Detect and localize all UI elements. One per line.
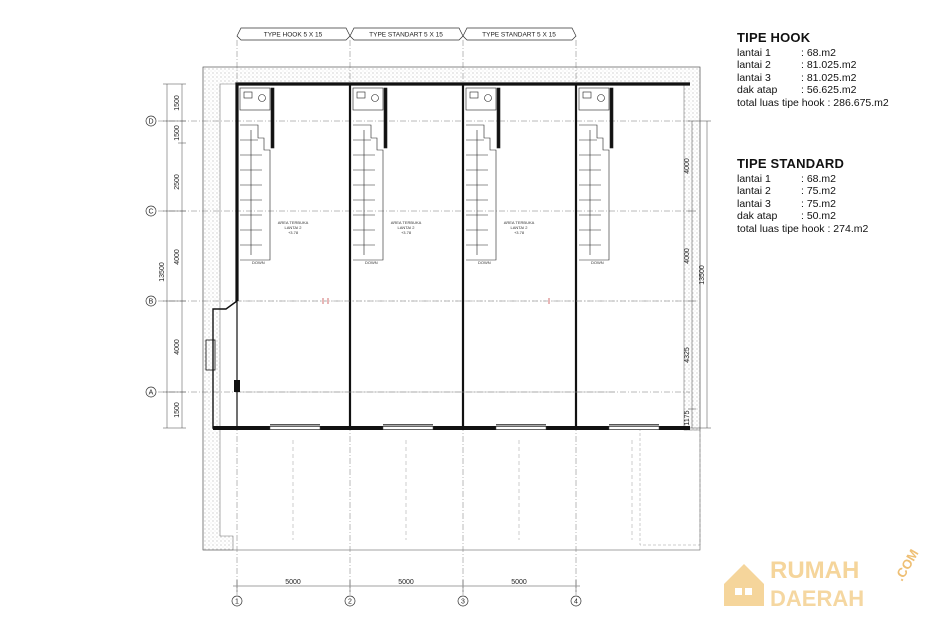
site-boundary-hatch <box>203 67 700 550</box>
room-label-1-name: AREA TERBUKA <box>277 220 309 225</box>
room-label-3-level: +3.78 <box>513 230 525 235</box>
room-label-1-level: +3.78 <box>287 230 299 235</box>
tipe-hook-row: lantai 3 : 81.025.m2 <box>737 71 857 84</box>
tipe-hook-title: TIPE HOOK <box>737 30 811 45</box>
grid-column-markers <box>232 596 581 606</box>
left-dim-2: 1500 <box>174 125 181 141</box>
header-type-standart-1: TYPE STANDART 5 X 15 <box>369 31 443 39</box>
grid-row-d: D <box>148 118 154 126</box>
left-dim-1: 1500 <box>174 95 181 111</box>
tipe-standard-row: dak atap : 50.m2 <box>737 210 837 223</box>
left-dim-6: 1500 <box>174 402 181 418</box>
header-type-standart-2: TYPE STANDART 5 X 15 <box>482 31 556 39</box>
grid-row-a: A <box>148 389 154 397</box>
tipe-standard-total: total luas tipe hook : 274.m2 <box>737 222 869 235</box>
bottom-dim-3: 5000 <box>511 579 527 586</box>
grid-col-3: 3 <box>461 598 465 606</box>
unit-2-core <box>353 88 387 260</box>
grid-col-4: 4 <box>574 598 578 606</box>
watermark-com: .COM <box>891 546 922 584</box>
tipe-hook-summary <box>737 30 889 109</box>
rumah-daerah-watermark <box>718 546 922 611</box>
grid-row-markers <box>146 116 156 397</box>
unit-1-core <box>240 88 274 260</box>
tipe-hook-total: total luas tipe hook : 286.675.m2 <box>737 96 889 109</box>
bottom-dim-2: 5000 <box>398 579 414 586</box>
tipe-hook-row: dak atap : 56.625.m2 <box>737 84 857 97</box>
parking-lines <box>293 440 632 540</box>
left-dim-3: 2500 <box>174 174 181 190</box>
tipe-hook-row: lantai 2 : 81.025.m2 <box>737 59 857 72</box>
room-label-3-floor: LANTAI 2 <box>510 225 528 230</box>
tipe-standard-title: TIPE STANDARD <box>737 156 845 171</box>
down-label-3: DOWN <box>478 260 491 265</box>
left-dimension-values <box>159 95 181 418</box>
column-grid-lines <box>237 40 576 595</box>
grid-row-c: C <box>148 208 154 216</box>
down-label-1: DOWN <box>252 260 265 265</box>
right-dim-total: 13500 <box>699 265 706 285</box>
watermark-daerah: DAERAH <box>770 586 865 611</box>
grid-col-2: 2 <box>348 598 352 606</box>
room-label-3-name: AREA TERBUKA <box>503 220 535 225</box>
room-label-2-floor: LANTAI 2 <box>397 225 415 230</box>
floor-edge-lines <box>240 301 690 392</box>
tipe-standard-row: lantai 1 : 68.m2 <box>737 173 837 185</box>
bottom-dimension-values <box>285 579 527 586</box>
room-label-2-name: AREA TERBUKA <box>390 220 422 225</box>
right-dim-1: 4000 <box>684 158 691 174</box>
grid-col-1: 1 <box>235 598 239 606</box>
tipe-standard-summary <box>737 156 868 235</box>
tipe-hook-row: lantai 1 : 68.m2 <box>737 47 837 59</box>
unit-4-core <box>579 88 613 260</box>
right-dim-2: 4000 <box>684 248 691 264</box>
stair-down-labels <box>252 260 604 265</box>
right-dim-3: 4325 <box>684 347 691 363</box>
storefront-walls <box>206 340 690 430</box>
watermark-rumah: RUMAH <box>770 557 860 584</box>
grid-row-b: B <box>148 298 154 306</box>
left-dim-4: 4000 <box>174 249 181 265</box>
room-label-2-level: +3.78 <box>400 230 412 235</box>
unit-3-core <box>466 88 500 260</box>
tipe-standard-row: lantai 3 : 75.m2 <box>737 197 837 210</box>
house-logo-icon <box>724 564 764 606</box>
unit-type-headers <box>237 28 576 40</box>
tipe-standard-row: lantai 2 : 75.m2 <box>737 185 837 198</box>
header-type-hook: TYPE HOOK 5 X 15 <box>263 31 323 39</box>
right-dim-4: 1175 <box>684 410 691 426</box>
down-label-4: DOWN <box>591 260 604 265</box>
left-dim-5: 4000 <box>174 339 181 355</box>
down-label-2: DOWN <box>365 260 378 265</box>
building-walls <box>213 84 690 428</box>
bottom-dim-1: 5000 <box>285 579 301 586</box>
left-dim-total: 13500 <box>159 262 166 282</box>
room-label-1-floor: LANTAI 2 <box>284 225 302 230</box>
